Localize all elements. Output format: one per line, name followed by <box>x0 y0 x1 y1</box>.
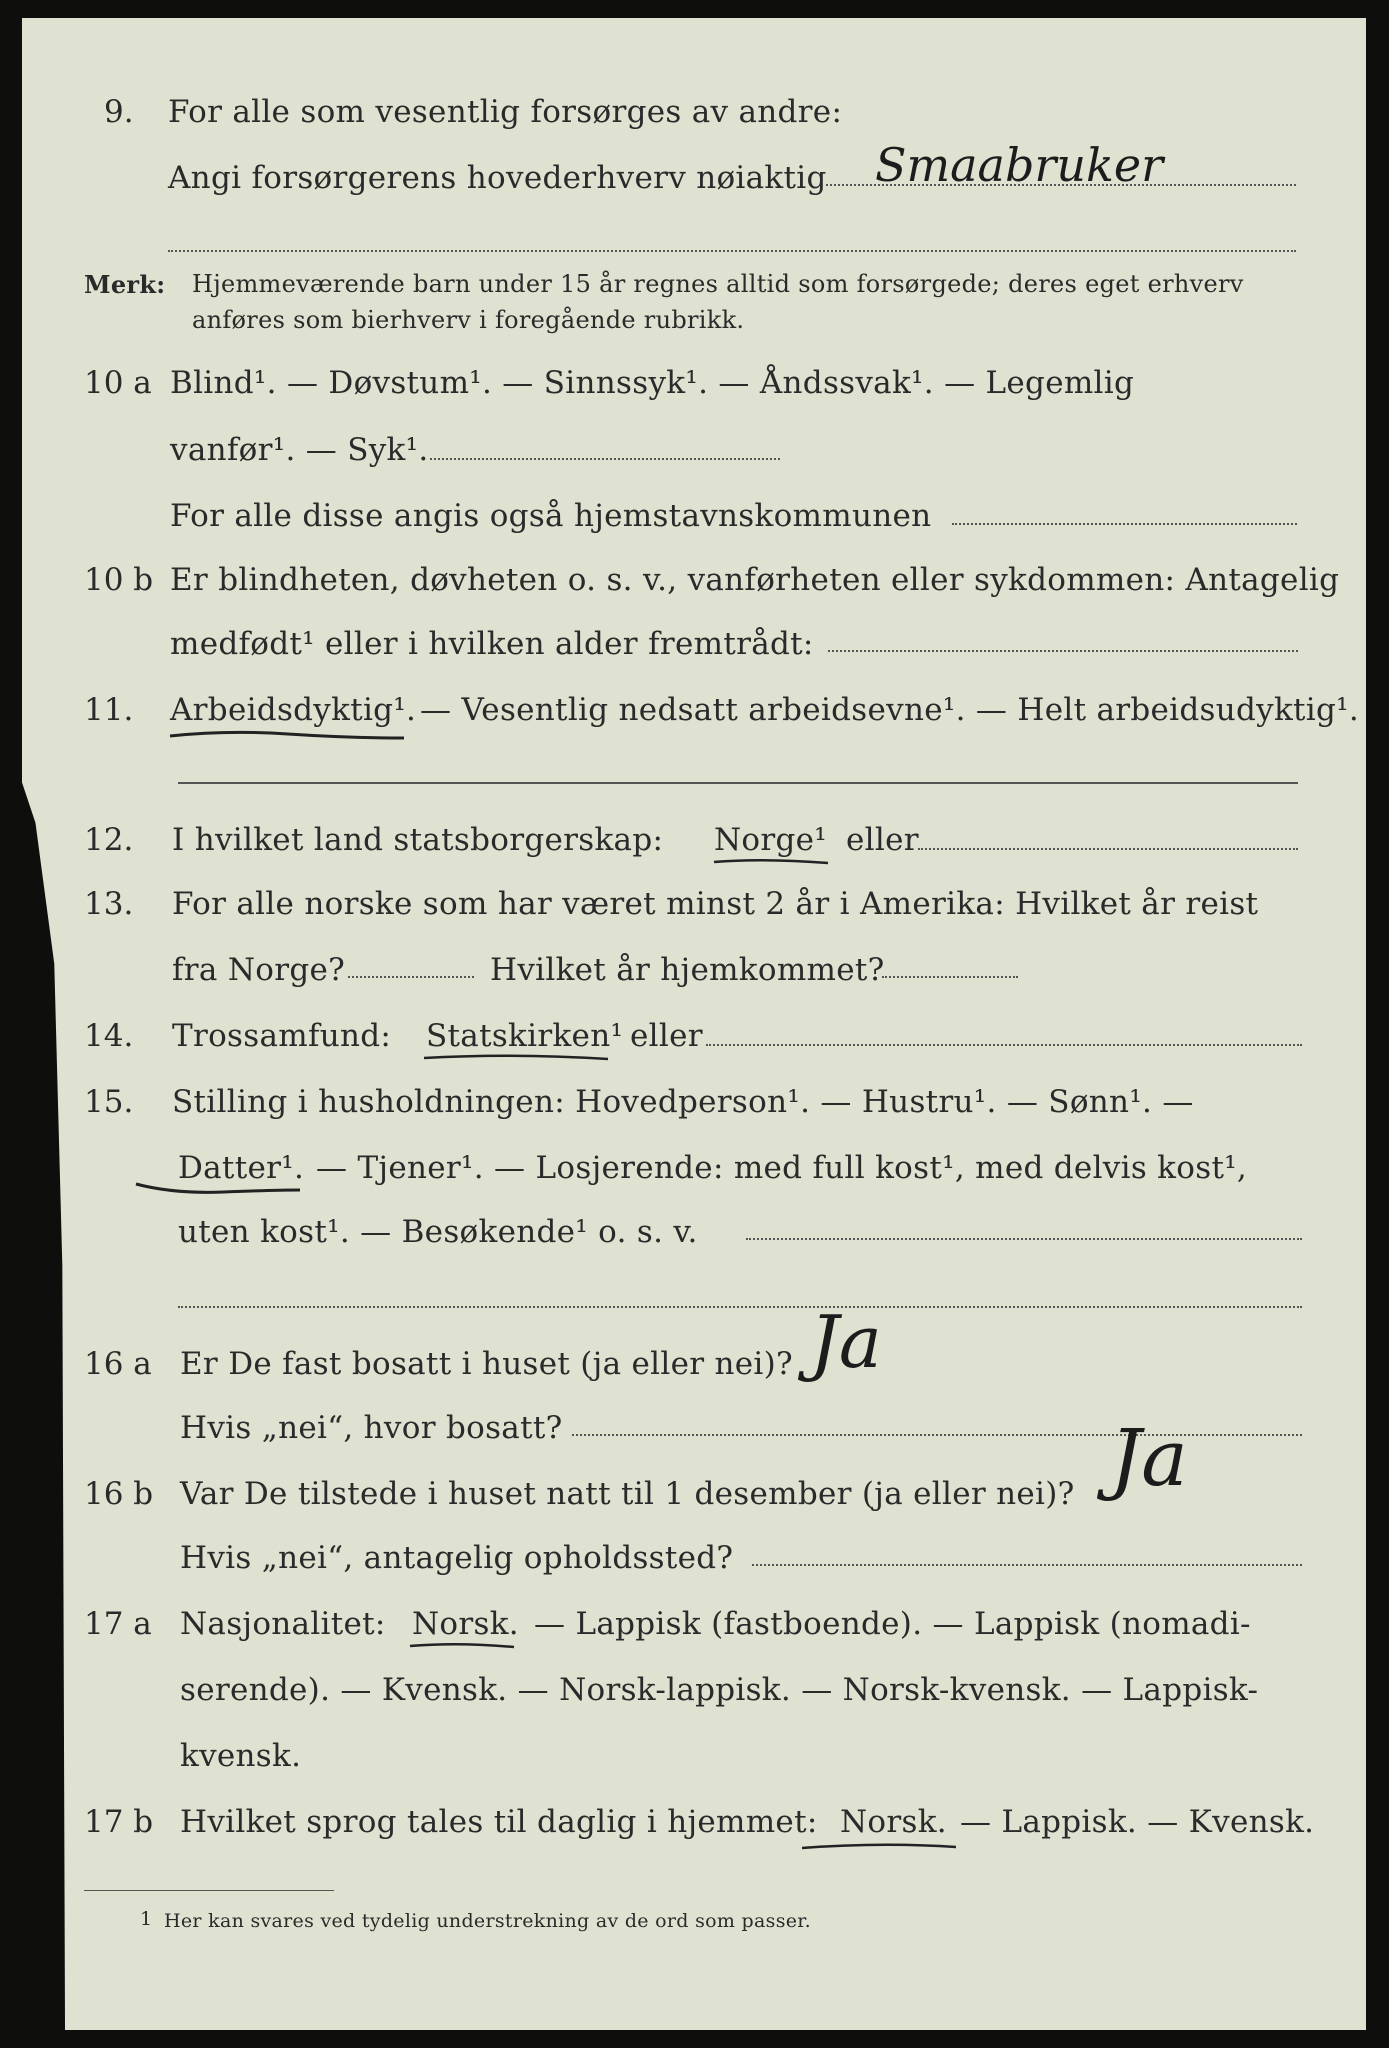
q11-option-arbeidsdyktig: Arbeidsdyktig¹. <box>170 692 417 728</box>
q9-extra-line <box>168 250 1296 252</box>
q15-underline <box>134 1178 304 1200</box>
q12-suffix: eller <box>846 822 919 858</box>
q12-option-norge: Norge¹ <box>714 822 828 858</box>
footnote-text: Her kan svares ved tydelig understrekning av de ord som passer. <box>164 1910 811 1932</box>
q10b-line1: Er blindheten, døvheten o. s. v., vanførheten eller sykdommen: Antagelig <box>170 562 1340 598</box>
q10b-number: 10 b <box>84 562 154 598</box>
footnote-rule <box>84 1890 334 1891</box>
q17a-line2: serende). — Kvensk. — Norsk-lappisk. — Norsk-kvensk. — Lappisk- <box>180 1672 1259 1708</box>
q17b-prefix: Hvilket sprog tales til daglig i hjemmet: <box>180 1804 818 1840</box>
q9-handwritten-answer: Smaabruker <box>875 138 1164 192</box>
q11-rest: — Vesentlig nedsatt arbeidsevne¹. — Helt arbeidsudyktig¹. <box>420 692 1360 728</box>
q17a-underline <box>408 1638 518 1654</box>
q10a-line1: Blind¹. — Døvstum¹. — Sinnssyk¹. — Åndssvak¹. — Legemlig <box>170 365 1135 401</box>
q10b-line2: medfødt¹ eller i hvilken alder fremtrådt: <box>170 626 814 662</box>
q9-line1: For alle som vesentlig forsørges av andre: <box>168 94 843 130</box>
q17b-option-norsk: Norsk. <box>840 1804 947 1840</box>
q14-prefix: Trossamfund: <box>172 1018 392 1054</box>
q17a-number: 17 a <box>84 1606 152 1642</box>
q14-option-statskirken: Statskirken¹ <box>426 1018 624 1054</box>
q17b-suffix: — Lappisk. — Kvensk. <box>960 1804 1315 1840</box>
q10a-line3: For alle disse angis også hjemstavnskommunen <box>170 498 932 534</box>
footnote-mark: 1 <box>140 1908 153 1930</box>
q12-answer-line <box>918 848 1298 850</box>
q14-answer-line <box>706 1044 1302 1046</box>
merk-label: Merk: <box>84 270 166 299</box>
q13-number: 13. <box>84 886 134 922</box>
q14-underline <box>422 1050 612 1066</box>
q13-line2a: fra Norge? <box>172 952 346 988</box>
q16b-handwritten-answer: Ja <box>1110 1414 1188 1504</box>
q12-underline <box>712 854 832 870</box>
q13-line1: For alle norske som har været minst 2 år i Amerika: Hvilket år reist <box>172 886 1259 922</box>
q16b-answer-line <box>752 1564 1302 1566</box>
q15-line3: uten kost¹. — Besøkende¹ o. s. v. <box>178 1214 698 1250</box>
q17a-prefix: Nasjonalitet: <box>180 1606 386 1642</box>
q11-number: 11. <box>84 692 134 728</box>
q16a-line1: Er De fast bosatt i huset (ja eller nei)? <box>180 1346 793 1382</box>
q17a-line3: kvensk. <box>180 1738 302 1774</box>
q15-option-datter: Datter¹. <box>178 1150 305 1186</box>
q17a-line1-rest: — Lappisk (fastboende). — Lappisk (nomadi- <box>534 1606 1251 1642</box>
q13-return-line <box>882 976 1018 978</box>
q15-line2-rest: — Tjener¹. — Losjerende: med full kost¹, med delvis kost¹, <box>316 1150 1248 1186</box>
q16a-line2: Hvis „nei“, hvor bosatt? <box>180 1410 563 1446</box>
q10b-answer-line <box>828 650 1298 652</box>
q10a-answer-line <box>430 458 780 460</box>
q15-extra-line <box>178 1306 1302 1308</box>
q16b-line1: Var De tilstede i huset natt til 1 desember (ja eller nei)? <box>180 1476 1075 1512</box>
q10a-line2: vanfør¹. — Syk¹. <box>170 432 429 468</box>
q16b-number: 16 b <box>84 1476 154 1512</box>
q14-number: 14. <box>84 1018 134 1054</box>
q16a-handwritten-answer: Ja <box>810 1300 882 1384</box>
q10a-number: 10 a <box>84 365 152 401</box>
q9-line2: Angi forsørgerens hovederhverv nøiaktig <box>168 160 827 196</box>
q14-suffix: eller <box>630 1018 703 1054</box>
q16a-number: 16 a <box>84 1346 152 1382</box>
q13-line2b: Hvilket år hjemkommet? <box>490 952 885 988</box>
q12-prefix: I hvilket land statsborgerskap: <box>172 822 664 858</box>
q16b-line2: Hvis „nei“, antagelig opholdssted? <box>180 1540 734 1576</box>
q11-answer-line <box>178 782 1298 784</box>
q13-departure-line <box>348 976 474 978</box>
q11-underline <box>168 726 408 746</box>
q15-answer-line <box>746 1238 1302 1240</box>
q16a-answer-line <box>572 1434 1302 1436</box>
q12-number: 12. <box>84 822 134 858</box>
merk-line1: Hjemmeværende barn under 15 år regnes alltid som forsørgede; deres eget erhverv <box>192 270 1244 298</box>
q9-number: 9. <box>104 94 134 130</box>
merk-line2: anføres som bierhverv i foregående rubrikk. <box>192 306 745 334</box>
q17a-option-norsk: Norsk. <box>412 1606 519 1642</box>
q17b-underline <box>800 1838 960 1856</box>
q10a-hometown-line <box>952 523 1297 525</box>
q15-number: 15. <box>84 1084 134 1120</box>
q17b-number: 17 b <box>84 1804 154 1840</box>
q15-line1: Stilling i husholdningen: Hovedperson¹. — Hustru¹. — Sønn¹. — <box>172 1084 1194 1120</box>
